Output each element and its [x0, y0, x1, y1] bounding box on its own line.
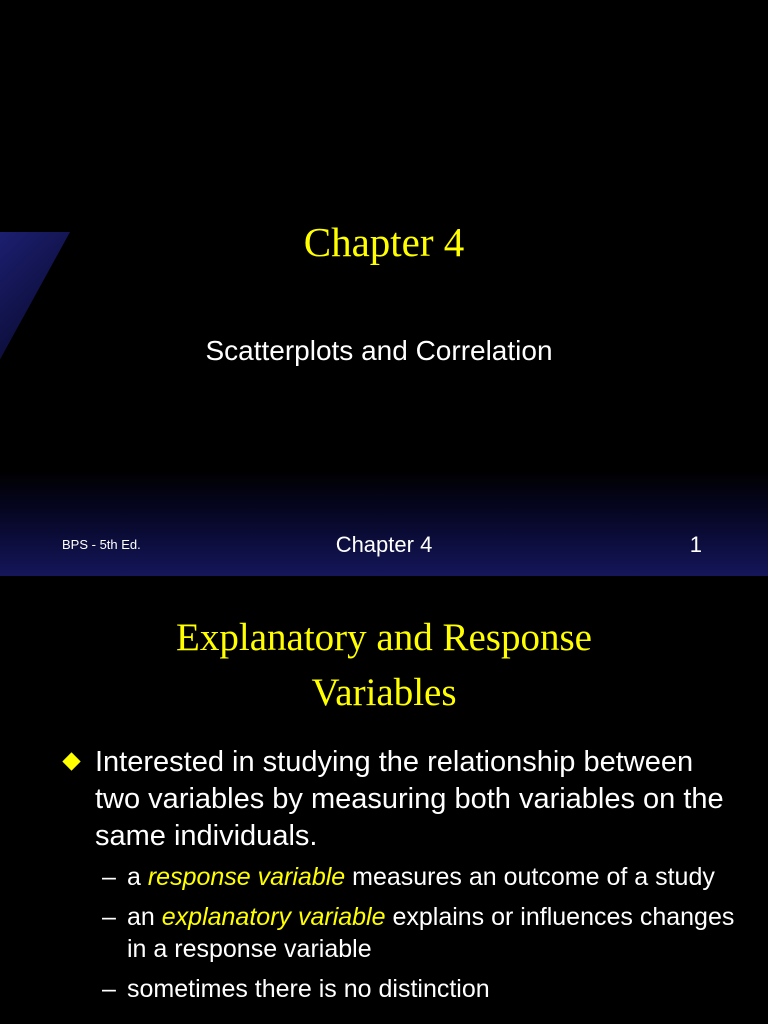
slide-body — [62, 744, 742, 1013]
footer-gradient — [0, 470, 768, 576]
subbullet-prefix: sometimes there is no distinction — [127, 975, 490, 1003]
highlighted-term: response variable — [147, 863, 346, 891]
footer-edition: BPS - 5th Ed. — [62, 537, 141, 552]
slide-title-line-2: Variables — [311, 671, 457, 714]
subbullet-prefix: an — [127, 903, 162, 931]
dash-marker: – — [102, 903, 116, 931]
slide-title: Chapter 4 — [303, 219, 465, 265]
slide-title — [0, 610, 768, 720]
slide-2 — [0, 576, 768, 1024]
yellow-diamond-icon — [62, 752, 80, 770]
subbullet-prefix: a — [127, 863, 148, 891]
slide-subtitle: Scatterplots and Correlation — [205, 335, 553, 366]
bullet-item — [62, 744, 742, 855]
highlighted-term: explanatory variable — [161, 903, 386, 931]
subbullet-suffix: explains or influences changes in a response variable — [127, 903, 735, 963]
subbullet-item — [102, 973, 742, 1005]
dash-marker: – — [102, 863, 116, 891]
subbullet-suffix: measures an outcome of a study — [345, 863, 715, 891]
subbullet-item — [102, 901, 742, 965]
dash-marker: – — [102, 975, 116, 1003]
subbullet-item — [102, 861, 742, 893]
subbullet-list — [62, 861, 742, 1005]
slide-title-line-1: Explanatory and Response — [176, 616, 592, 659]
footer-chapter: Chapter 4 — [335, 532, 433, 557]
page-number: 1 — [689, 532, 702, 557]
bullet-text: Interested in studying the relationship between two variables by measuring both variables on the same individuals. — [95, 746, 724, 852]
